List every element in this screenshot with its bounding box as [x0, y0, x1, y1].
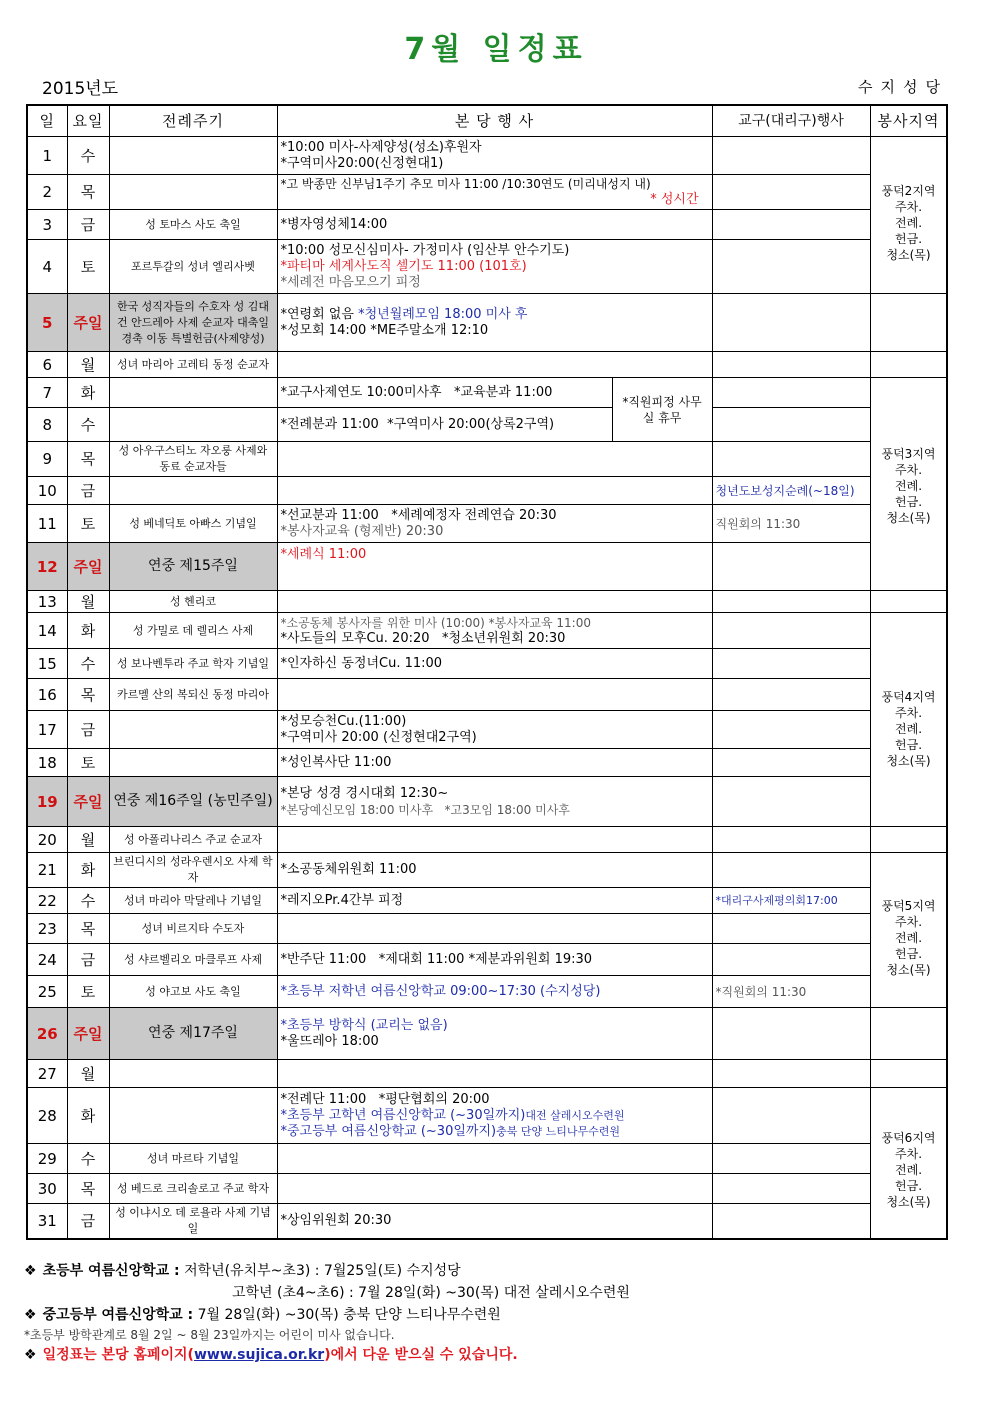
event-cell: *교구사제연도 10:00미사후 *교육분과 11:00 [277, 378, 612, 408]
header-diocese: 교구(대리구)행사 [712, 105, 870, 137]
staff-retreat-cell: *직원피정 사무실 휴무 [612, 378, 712, 442]
dow-cell: 목 [67, 679, 109, 711]
dow-cell: 주일 [67, 1008, 109, 1060]
table-row [27, 378, 947, 408]
table-row [27, 137, 947, 175]
day-cell: 30 [27, 1174, 67, 1204]
liturgy-cell: 성 헨리코 [109, 591, 277, 613]
table-row [27, 240, 947, 294]
liturgy-cell [109, 1060, 277, 1088]
day-cell: 24 [27, 944, 67, 976]
liturgy-cell: 성녀 마리아 막달레나 기념일 [109, 888, 277, 914]
dow-cell: 화 [67, 1088, 109, 1144]
liturgy-cell [109, 711, 277, 749]
day-cell: 13 [27, 591, 67, 613]
event-cell: *반주단 11:00 *제대회 11:00 *제분과위원회 19:30 [277, 944, 712, 976]
dow-cell: 월 [67, 827, 109, 853]
diocese-cell [712, 175, 870, 210]
table-row [27, 649, 947, 679]
liturgy-cell [109, 749, 277, 777]
diocese-cell: *직원회의 11:30 [712, 976, 870, 1008]
area-cell [870, 294, 947, 352]
event-cell: *소공동체 봉사자를 위한 미사 (10:00) *봉사자교육 11:00 *사도들의 모후Cu. 20:20 *청소년위원회 20:30 [277, 613, 712, 649]
header-main: 본 당 행 사 [277, 105, 712, 137]
diocese-cell [712, 352, 870, 378]
event-cell [277, 591, 712, 613]
liturgy-cell: 성녀 마리아 고레티 동정 순교자 [109, 352, 277, 378]
header-area: 봉사지역 [870, 105, 947, 137]
dow-cell: 금 [67, 711, 109, 749]
day-cell: 17 [27, 711, 67, 749]
liturgy-cell [109, 378, 277, 408]
diocese-cell [712, 294, 870, 352]
liturgy-cell [109, 137, 277, 175]
liturgy-cell: 성 샤르벨리오 마클루프 사제 [109, 944, 277, 976]
event-cell: *10:00 성모신심미사- 가정미사 (임산부 안수기도) *파티마 세계사도직 셀기도 11:00 (101호) *세례전 마음모으기 피정 [277, 240, 712, 294]
table-row [27, 210, 947, 240]
diocese-cell [712, 827, 870, 853]
area-cell: 풍덕4지역 주차. 전례. 헌금. 청소(목) [870, 613, 947, 827]
day-cell: 2 [27, 175, 67, 210]
day-cell: 18 [27, 749, 67, 777]
dow-cell: 목 [67, 914, 109, 944]
dow-cell: 목 [67, 175, 109, 210]
event-cell: *인자하신 동정녀Cu. 11:00 [277, 649, 712, 679]
table-row [27, 1204, 947, 1240]
dow-cell: 수 [67, 888, 109, 914]
header-liturgy: 전례주기 [109, 105, 277, 137]
event-cell [277, 1144, 712, 1174]
day-cell: 16 [27, 679, 67, 711]
day-cell: 15 [27, 649, 67, 679]
liturgy-cell: 성 베드로 크리솔로고 주교 학자 [109, 1174, 277, 1204]
dow-cell: 수 [67, 137, 109, 175]
diocese-cell [712, 1144, 870, 1174]
diocese-cell [712, 442, 870, 477]
diamond-bullet-icon: ❖ [24, 1307, 37, 1323]
day-cell: 29 [27, 1144, 67, 1174]
area-cell [870, 1008, 947, 1060]
diocese-cell [712, 1204, 870, 1240]
dow-cell: 월 [67, 352, 109, 378]
diocese-cell [712, 1174, 870, 1204]
event-cell: *상임위원회 20:30 [277, 1204, 712, 1240]
table-row [27, 749, 947, 777]
table-row [27, 352, 947, 378]
day-cell: 3 [27, 210, 67, 240]
diocese-cell [712, 853, 870, 888]
diocese-cell [712, 210, 870, 240]
liturgy-cell: 브린디시의 성라우렌시오 사제 학자 [109, 853, 277, 888]
diocese-cell [712, 408, 870, 442]
dow-cell: 목 [67, 442, 109, 477]
header-row [27, 105, 947, 137]
table-row [27, 1174, 947, 1204]
note-middle: ❖ 중고등부 여름신앙학교 : 7월 28일(화) ~30(목) 충북 단양 느티나무수련원 [24, 1307, 501, 1323]
table-row [27, 477, 947, 505]
liturgy-cell: 성 토마스 사도 축일 [109, 210, 277, 240]
dow-cell: 주일 [67, 543, 109, 591]
table-row [27, 914, 947, 944]
liturgy-cell: 성 이냐시오 데 로욜라 사제 기념일 [109, 1204, 277, 1240]
liturgy-cell [109, 477, 277, 505]
area-cell: 풍덕5지역 주차. 전례. 헌금. 청소(목) [870, 853, 947, 1008]
liturgy-cell [109, 1088, 277, 1144]
liturgy-cell: 한국 성직자들의 수호자 성 김대건 안드레아 사제 순교자 대축일 경축 이동 특별헌금(사제양성) [109, 294, 277, 352]
liturgy-cell: 성 베네딕토 아빠스 기념일 [109, 505, 277, 543]
diocese-cell [712, 137, 870, 175]
day-cell: 11 [27, 505, 67, 543]
dow-cell: 화 [67, 378, 109, 408]
diocese-cell [712, 944, 870, 976]
table-row [27, 827, 947, 853]
diocese-cell [712, 613, 870, 649]
diocese-cell [712, 749, 870, 777]
diocese-cell [712, 1060, 870, 1088]
table-row [27, 543, 947, 591]
dow-cell: 토 [67, 976, 109, 1008]
dow-cell: 수 [67, 649, 109, 679]
day-cell: 4 [27, 240, 67, 294]
event-cell: *병자영성체14:00 [277, 210, 712, 240]
liturgy-cell: 성 보나벤투라 주교 학자 기념일 [109, 649, 277, 679]
area-cell [870, 827, 947, 853]
event-cell: *성인복사단 11:00 [277, 749, 712, 777]
dow-cell: 화 [67, 613, 109, 649]
year-label: 2015년도 [42, 79, 119, 99]
day-cell: 19 [27, 777, 67, 827]
diocese-cell [712, 914, 870, 944]
event-cell: *초등부 방학식 (교리는 없음) *울뜨레아 18:00 [277, 1008, 712, 1060]
area-cell: 풍덕2지역 주차. 전례. 헌금. 청소(목) [870, 137, 947, 294]
dow-cell: 수 [67, 408, 109, 442]
liturgy-cell [109, 408, 277, 442]
table-row [27, 408, 947, 442]
table-row [27, 944, 947, 976]
liturgy-cell: 연중 제16주일 (농민주일) [109, 777, 277, 827]
table-row [27, 505, 947, 543]
event-cell: *레지오Pr.4간부 피정 [277, 888, 712, 914]
event-cell [277, 827, 712, 853]
day-cell: 14 [27, 613, 67, 649]
event-cell: *소공동체위원회 11:00 [277, 853, 712, 888]
note-website: ❖ 일정표는 본당 홈페이지(www.sujica.or.kr)에서 다운 받으실 수 있습니다. [24, 1347, 518, 1363]
dow-cell: 목 [67, 1174, 109, 1204]
note-elementary: ❖ 초등부 여름신앙학교 : 저학년(유치부~초3) : 7월25일(토) 수지성당 [24, 1263, 461, 1279]
event-cell [277, 1174, 712, 1204]
dow-cell: 토 [67, 240, 109, 294]
liturgy-cell: 성 아폴리나리스 주교 순교자 [109, 827, 277, 853]
diocese-cell [712, 679, 870, 711]
diamond-bullet-icon: ❖ [24, 1263, 37, 1279]
event-cell: *성모승천Cu.(11:00) *구역미사 20:00 (신정현대2구역) [277, 711, 712, 749]
liturgy-cell: 성 가밀로 데 렐리스 사제 [109, 613, 277, 649]
table-row [27, 1008, 947, 1060]
table-row [27, 711, 947, 749]
day-cell: 6 [27, 352, 67, 378]
event-cell: *전례단 11:00 *평단협회의 20:00 *초등부 고학년 여름신앙학교 (~30일까지)대전 살레시오수련원 *중고등부 여름신앙학교 (~30일까지)충북 단양 느티나무수련원 [277, 1088, 712, 1144]
table-row [27, 1144, 947, 1174]
diocese-cell [712, 1088, 870, 1144]
event-cell: *선교분과 11:00 *세례예정자 전례연습 20:30 *봉사자교육 (형제반) 20:30 [277, 505, 712, 543]
note-small: *초등부 방학관계로 8월 2일 ~ 8월 23일까지는 어린이 미사 없습니다. [24, 1328, 395, 1342]
event-cell: *고 박종만 신부님1주기 추모 미사 11:00 /10:30연도 (미리내성지 내) * 성시간 [277, 175, 712, 210]
event-cell [277, 477, 712, 505]
diamond-bullet-icon: ❖ [24, 1347, 37, 1363]
liturgy-cell: 성 야고보 사도 축일 [109, 976, 277, 1008]
dow-cell: 토 [67, 749, 109, 777]
day-cell: 8 [27, 408, 67, 442]
day-cell: 5 [27, 294, 67, 352]
event-cell [277, 679, 712, 711]
dow-cell: 금 [67, 477, 109, 505]
day-cell: 7 [27, 378, 67, 408]
event-cell [277, 1060, 712, 1088]
table-row [27, 679, 947, 711]
header-day: 일 [27, 105, 67, 137]
area-cell [870, 1060, 947, 1088]
table-row [27, 1088, 947, 1144]
day-cell: 27 [27, 1060, 67, 1088]
dow-cell: 주일 [67, 294, 109, 352]
dow-cell: 금 [67, 1204, 109, 1240]
dow-cell: 금 [67, 210, 109, 240]
day-cell: 26 [27, 1008, 67, 1060]
day-cell: 9 [27, 442, 67, 477]
table-row [27, 888, 947, 914]
notes-section [24, 1260, 964, 1366]
diocese-cell [712, 378, 870, 408]
diocese-cell: 청년도보성지순례(~18일) [712, 477, 870, 505]
dow-cell: 화 [67, 853, 109, 888]
day-cell: 22 [27, 888, 67, 914]
liturgy-cell: 연중 제17주일 [109, 1008, 277, 1060]
note-elementary-high: 고학년 (초4~초6) : 7월 28일(화) ~30(목) 대전 살레시오수련원 [232, 1285, 630, 1301]
day-cell: 12 [27, 543, 67, 591]
event-cell: *세례식 11:00 [277, 543, 712, 591]
dow-cell: 금 [67, 944, 109, 976]
diocese-cell: 직원회의 11:30 [712, 505, 870, 543]
diocese-cell [712, 649, 870, 679]
table-row [27, 976, 947, 1008]
diocese-cell [712, 240, 870, 294]
area-cell: 풍덕3지역 주차. 전례. 헌금. 청소(목) [870, 378, 947, 591]
schedule-table [26, 104, 948, 1240]
table-row [27, 294, 947, 352]
area-cell: 풍덕6지역 주차. 전례. 헌금. 청소(목) [870, 1088, 947, 1240]
table-row [27, 777, 947, 827]
event-cell [277, 442, 712, 477]
day-cell: 21 [27, 853, 67, 888]
event-cell: *초등부 저학년 여름신앙학교 09:00~17:30 (수지성당) [277, 976, 712, 1008]
event-cell [277, 352, 712, 378]
table-row [27, 442, 947, 477]
header-dow: 요일 [67, 105, 109, 137]
table-row [27, 175, 947, 210]
liturgy-cell: 카르멜 산의 복되신 동정 마리아 [109, 679, 277, 711]
area-cell [870, 352, 947, 378]
table-row [27, 1060, 947, 1088]
day-cell: 25 [27, 976, 67, 1008]
event-cell: *전례분과 11:00 *구역미사 20:00(상록2구역) [277, 408, 612, 442]
liturgy-cell: 포르투갈의 성녀 엘리사벳 [109, 240, 277, 294]
day-cell: 31 [27, 1204, 67, 1240]
liturgy-cell: 성녀 마르타 기념일 [109, 1144, 277, 1174]
website-link[interactable]: www.sujica.or.kr [193, 1347, 325, 1363]
dow-cell: 주일 [67, 777, 109, 827]
day-cell: 1 [27, 137, 67, 175]
day-cell: 28 [27, 1088, 67, 1144]
dow-cell: 월 [67, 1060, 109, 1088]
day-cell: 23 [27, 914, 67, 944]
dow-cell: 수 [67, 1144, 109, 1174]
event-cell: *10:00 미사-사제양성(성소)후원자 *구역미사20:00(신정현대1) [277, 137, 712, 175]
table-row [27, 613, 947, 649]
dow-cell: 토 [67, 505, 109, 543]
diocese-cell [712, 1008, 870, 1060]
event-cell: *본당 성경 경시대회 12:30~ *본당예신모임 18:00 미사후 *고3모임 18:00 미사후 [277, 777, 712, 827]
diocese-cell [712, 543, 870, 591]
event-cell: *연령회 없음 *청년월례모임 18:00 미사 후 *성모회 14:00 *ME주말소개 12:10 [277, 294, 712, 352]
dow-cell: 월 [67, 591, 109, 613]
diocese-cell [712, 711, 870, 749]
liturgy-cell: 성 아우구스티노 자오룽 사제와 동료 순교자들 [109, 442, 277, 477]
area-cell [870, 591, 947, 613]
diocese-cell [712, 591, 870, 613]
day-cell: 10 [27, 477, 67, 505]
event-cell [277, 914, 712, 944]
diocese-cell [712, 777, 870, 827]
table-row [27, 591, 947, 613]
table-row [27, 853, 947, 888]
day-cell: 20 [27, 827, 67, 853]
parish-name: 수지성당 [858, 78, 948, 96]
liturgy-cell: 연중 제15주일 [109, 543, 277, 591]
liturgy-cell [109, 175, 277, 210]
liturgy-cell: 성녀 비르지타 수도자 [109, 914, 277, 944]
page-title: 7월 일정표 [404, 32, 588, 67]
diocese-cell: *대리구사제평의회17:00 [712, 888, 870, 914]
